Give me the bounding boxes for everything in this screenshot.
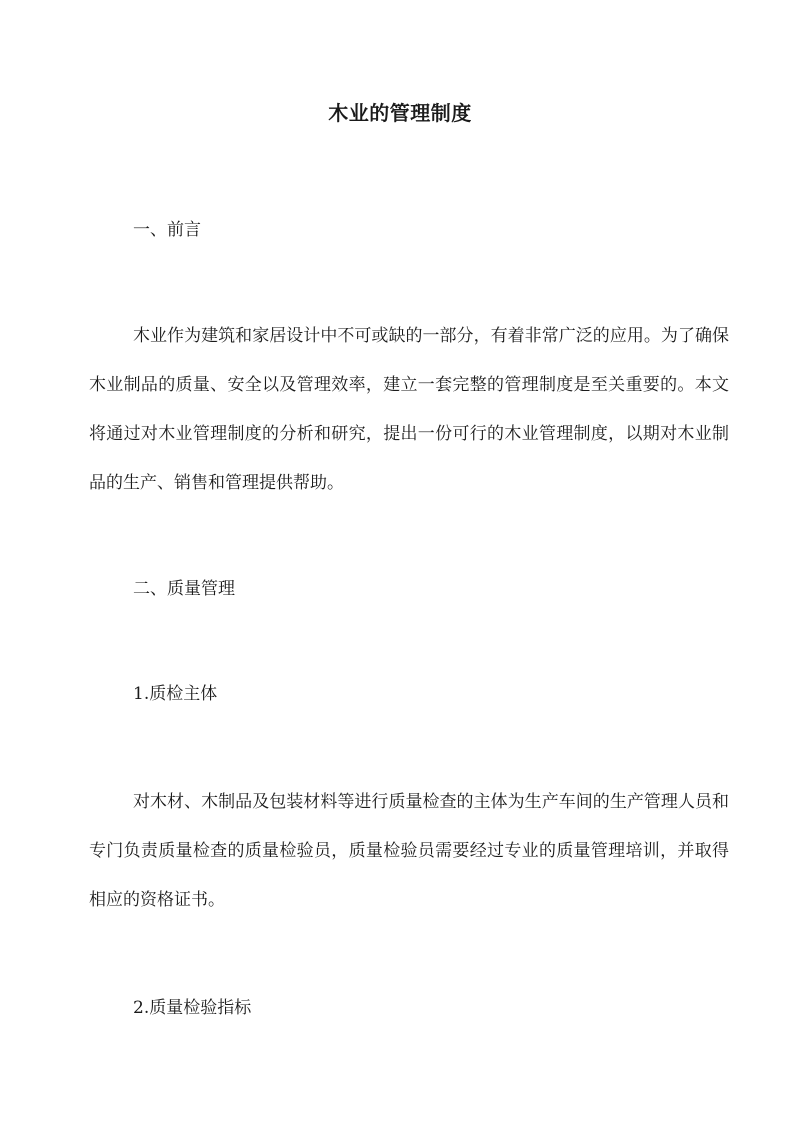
subheading-inspection-indicators: 2.质量检验指标: [133, 998, 252, 1018]
subheading-inspection-subject: 1.质检主体: [133, 684, 218, 704]
document-title: 木业的管理制度: [328, 101, 472, 125]
section-heading-preface: 一、前言: [133, 220, 201, 240]
inspection-subject-paragraph: 对木材、木制品及包装材料等进行质量检查的主体为生产车间的生产管理人员和专门负责质量检查的质量检验员，质量检验员需要经过专业的质量管理培训，并取得相应的资格证书。: [89, 792, 729, 910]
section-heading-quality-management: 二、质量管理: [133, 579, 235, 599]
preface-paragraph: 木业作为建筑和家居设计中不可或缺的一部分，有着非常广泛的应用。为了确保木业制品的质量、安全以及管理效率，建立一套完整的管理制度是至关重要的。本文将通过对木业管理制度的分析和研究，提出一份可行的木业管理制度，以期对木业制品的生产、销售和管理提供帮助。: [89, 326, 729, 493]
